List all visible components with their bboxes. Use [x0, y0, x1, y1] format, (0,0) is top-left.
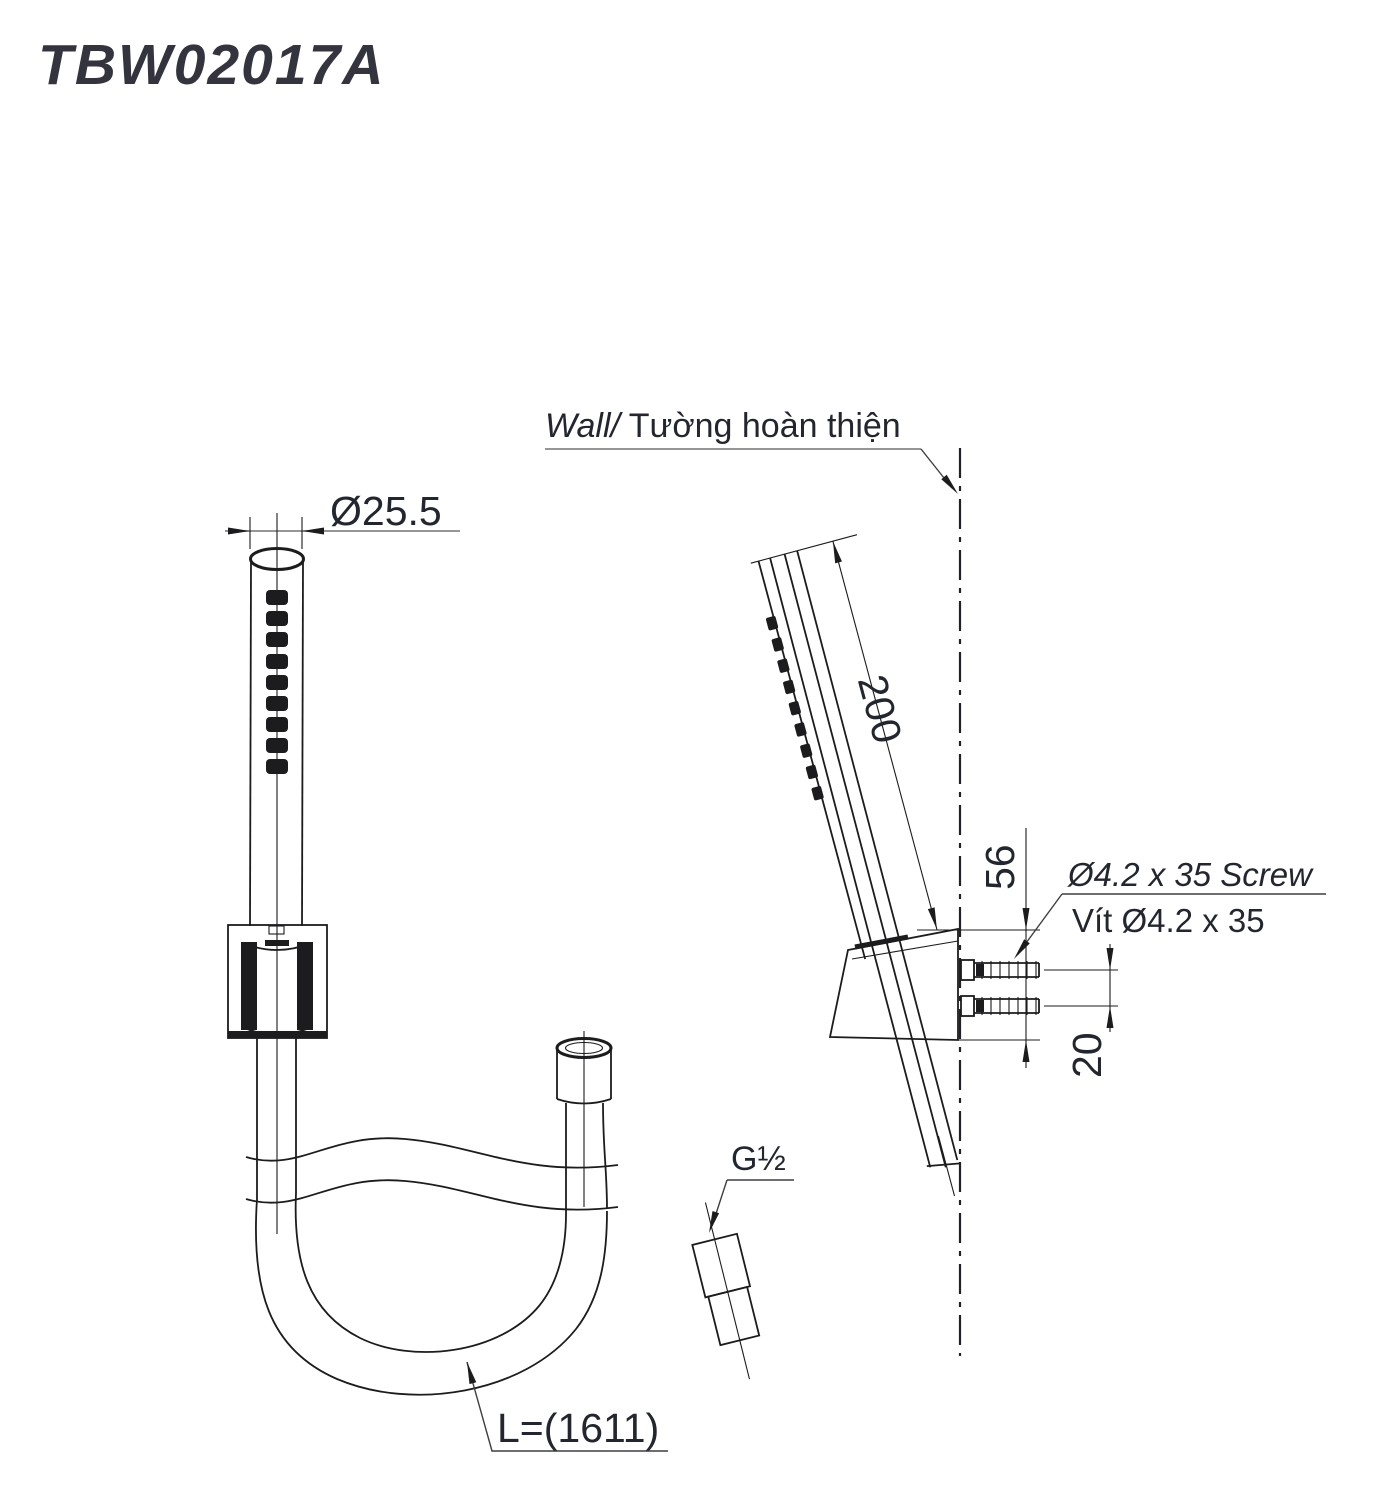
- fitting-centerline: [705, 1203, 749, 1380]
- nozzle: [800, 743, 813, 758]
- arrow-up-icon: [830, 540, 842, 563]
- wall-label-vi: Tường hoàn thiện: [619, 407, 901, 445]
- wand-top-cap: [751, 535, 857, 563]
- nozzle: [266, 632, 288, 647]
- thread-size-value: G½: [731, 1140, 786, 1178]
- hose-break-curve-top: [246, 1138, 618, 1167]
- arrow-down-icon: [1023, 908, 1030, 930]
- holder-height-value: 56: [977, 844, 1023, 890]
- holder-base-bar: [228, 1031, 327, 1038]
- arrow-up-icon: [1107, 1006, 1114, 1028]
- nozzle: [794, 722, 807, 737]
- wand-tail-centerline: [938, 1136, 954, 1196]
- nozzle: [266, 717, 288, 732]
- dimension-diameter: [225, 488, 460, 549]
- screw-spec-callout: [1014, 856, 1326, 959]
- arrow-up-left-icon: [467, 1362, 476, 1384]
- nozzle-column-side: [766, 616, 825, 801]
- arrow-down-left-icon: [1014, 939, 1030, 959]
- holder-arm-right: [297, 942, 313, 1030]
- screw-label-vi: Vít Ø4.2 x 35: [1072, 902, 1265, 939]
- nozzle-column: [266, 590, 288, 774]
- nozzle: [788, 701, 801, 716]
- screw-head: [961, 960, 974, 980]
- holder-outline-side: [830, 929, 958, 1040]
- hose-length-callout: [467, 1362, 668, 1451]
- wall-finish-callout: [545, 407, 958, 494]
- length-200-value: 200: [848, 669, 911, 748]
- screw-pitch-value: 20: [1064, 1032, 1110, 1078]
- nozzle: [766, 616, 779, 631]
- thread-size-callout: [709, 1140, 794, 1233]
- hose-length-value: L=(1611): [497, 1405, 660, 1451]
- nozzle: [266, 675, 288, 690]
- handle-detail-band: [265, 940, 289, 946]
- wand-line: [767, 558, 933, 1167]
- wall-holder-side: [830, 929, 958, 1040]
- hose-neck-right: [603, 1103, 607, 1209]
- arrow-right-icon: [228, 528, 250, 535]
- g-half-fitting: [683, 1197, 772, 1385]
- wall-finish-label: [545, 407, 901, 445]
- side-view-drawing: [545, 407, 1326, 1385]
- nozzle: [266, 654, 288, 669]
- arrow-down-icon: [1107, 948, 1114, 970]
- wand-right-edge: [794, 551, 960, 1160]
- front-view-drawing: [225, 488, 668, 1451]
- shower-hose: [246, 1103, 618, 1395]
- wand-line: [782, 554, 949, 1167]
- nozzle: [771, 637, 784, 652]
- screw-head: [961, 996, 974, 1016]
- screw-thread-start: [976, 964, 984, 976]
- body-left-edge: [250, 562, 251, 926]
- screw-thread-start: [976, 1000, 984, 1012]
- nozzle: [266, 696, 288, 711]
- hose-break-curve-bottom: [246, 1180, 618, 1209]
- arrow-down-right-icon: [941, 475, 958, 494]
- holder-arm-left: [241, 942, 257, 1030]
- screw-label-en: Ø4.2 x 35 Screw: [1068, 856, 1312, 893]
- diameter-value: Ø25.5: [330, 488, 442, 534]
- dimension-200: [813, 535, 961, 935]
- arrow-left-icon: [302, 528, 324, 535]
- mounting-screw-bottom: [961, 996, 1039, 1016]
- nozzle: [777, 658, 790, 673]
- wall-label-en: Wall/: [545, 407, 620, 445]
- arrow-up-icon: [1023, 1040, 1030, 1062]
- nozzle: [811, 786, 824, 801]
- arrow-down-icon: [928, 907, 940, 930]
- part-number-title: TBW02017A: [38, 33, 386, 97]
- nozzle: [266, 611, 288, 626]
- hose-loop-inner: [296, 1193, 566, 1352]
- mounting-screw-top: [961, 960, 1039, 980]
- nozzle: [783, 679, 796, 694]
- nozzle: [266, 759, 288, 774]
- hose-loop-outer: [256, 1199, 607, 1395]
- nozzle: [266, 738, 288, 753]
- nozzle: [266, 590, 288, 605]
- dimension-20: [1044, 944, 1118, 1078]
- body-right-edge: [302, 562, 303, 926]
- nozzle: [805, 764, 818, 779]
